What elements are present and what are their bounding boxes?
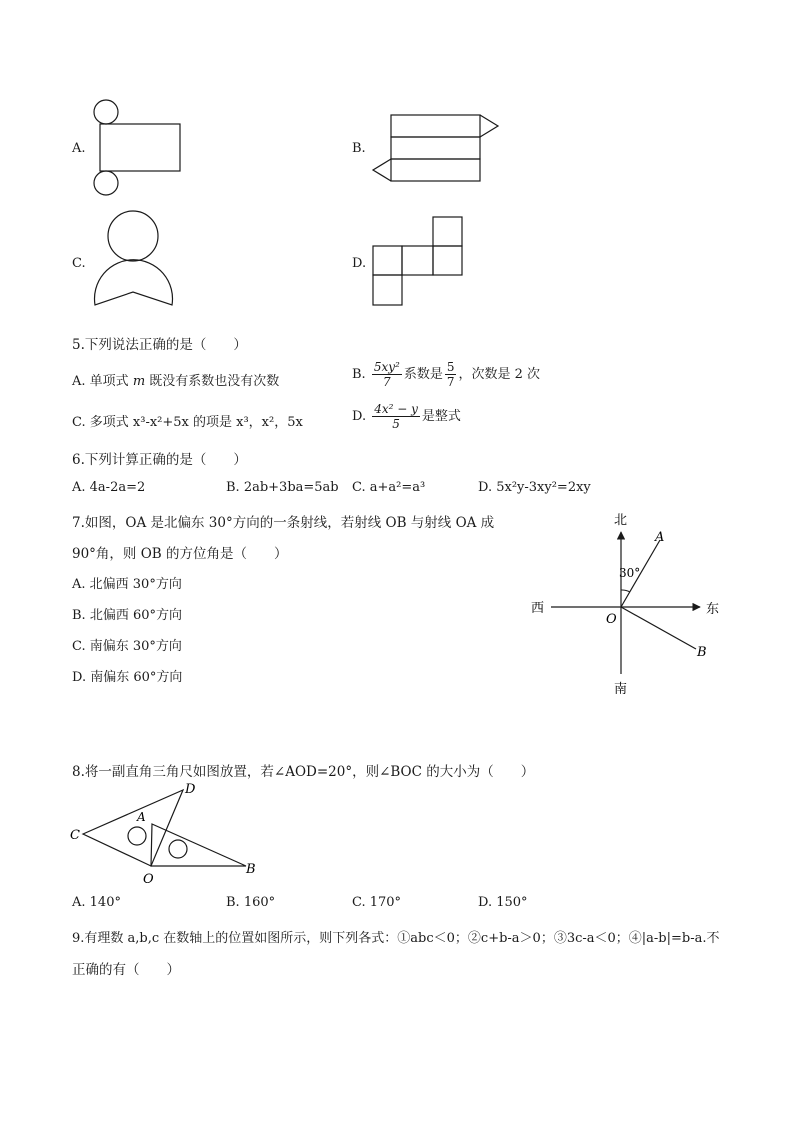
q4-option-a-label: A. bbox=[72, 141, 86, 156]
q8-circle-right bbox=[169, 840, 187, 858]
q5-option-d-fraction-denominator: 5 bbox=[392, 417, 400, 431]
q5-option-b-coef-denominator: 7 bbox=[446, 375, 455, 389]
q8-triangle-aob bbox=[151, 824, 246, 866]
q5-option-b-fraction-denominator: 7 bbox=[383, 375, 391, 389]
q8-label-d: D bbox=[185, 782, 196, 797]
q8-label-c: C bbox=[70, 828, 80, 843]
q7-label-south: 南 bbox=[614, 682, 628, 697]
q6-stem: 6.下列计算正确的是（ ） bbox=[72, 452, 247, 468]
q7-option-b: B. 北偏西 60°方向 bbox=[72, 608, 182, 623]
q4-option-d-label: D. bbox=[352, 256, 367, 271]
q5-stem: 5.下列说法正确的是（ ） bbox=[72, 337, 247, 353]
q7-label-o: O bbox=[606, 612, 617, 627]
q5-option-b-coef-numerator: 5 bbox=[446, 360, 455, 374]
q7-label-b: B bbox=[697, 645, 707, 660]
q8-option-b: B. 160° bbox=[226, 895, 276, 910]
q8-stem: 8.将一副直角三角尺如图放置，若∠AOD=20°，则∠BOC 的大小为（ ） bbox=[72, 764, 535, 780]
q4-option-c-label: C. bbox=[72, 256, 86, 271]
q5-option-d-label: D. bbox=[352, 409, 367, 424]
q5-option-d-fraction-numerator: 4x² − y bbox=[374, 402, 418, 416]
q7-option-a: A. 北偏西 30°方向 bbox=[72, 577, 182, 592]
q5-option-c-label: C. bbox=[72, 415, 86, 430]
q5-option-a-text-1: 单项式 bbox=[89, 374, 133, 389]
q7-option-d: D. 南偏东 60°方向 bbox=[72, 670, 183, 685]
q7-option-c: C. 南偏东 30°方向 bbox=[72, 639, 182, 654]
q6-option-b: B. 2ab+3ba=5ab bbox=[226, 480, 339, 495]
q5-option-b-text-1: 系数是 bbox=[403, 367, 443, 382]
q7-label-a: A bbox=[655, 530, 665, 545]
q7-label-north: 北 bbox=[614, 513, 628, 528]
q7-stem-line-2: 90°角，则 OB 的方位角是（ ） bbox=[72, 546, 288, 562]
q7-label-east: 东 bbox=[706, 602, 720, 617]
q5-option-a-var: m bbox=[132, 374, 146, 389]
q6-option-d: D. 5x²y-3xy²=2xy bbox=[478, 480, 591, 495]
q7-label-west: 西 bbox=[531, 601, 545, 616]
q6-option-a: A. 4a-2a=2 bbox=[72, 480, 146, 495]
q8-label-a: A bbox=[137, 810, 146, 824]
q5-option-c-text: 多项式 x³-x²+5x 的项是 x³，x²，5x bbox=[89, 415, 303, 430]
q4-option-b-label: B. bbox=[352, 141, 366, 156]
q5-option-d-text: 是整式 bbox=[421, 409, 461, 424]
q8-option-d: D. 150° bbox=[478, 895, 528, 910]
q5-option-b-text-2: ，次数是 2 次 bbox=[458, 367, 541, 382]
q9-stem-line-1: 9.有理数 a,b,c 在数轴上的位置如图所示，则下列各式：①abc＜0；②c+b-a＞0；③3c-a＜0；④|a-b|=b-a.不 bbox=[72, 931, 720, 946]
q7-label-angle: 30° bbox=[619, 566, 641, 580]
q5-option-b-fraction-numerator: 5xy² bbox=[373, 360, 400, 374]
q8-option-a: A. 140° bbox=[72, 895, 121, 910]
q8-label-o: O bbox=[143, 872, 154, 887]
q6-option-c: C. a+a²=a³ bbox=[352, 480, 426, 495]
q9-stem-line-2: 正确的有（ ） bbox=[72, 962, 180, 978]
q7-stem-line-1: 7.如图，OA 是北偏东 30°方向的一条射线，若射线 OB 与射线 OA 成 bbox=[72, 515, 495, 531]
q5-option-a-text-2: 既没有系数也没有次数 bbox=[145, 374, 280, 389]
q5-option-a-label: A. bbox=[72, 374, 86, 389]
q8-option-c: C. 170° bbox=[352, 895, 402, 910]
q5-option-b-label: B. bbox=[352, 367, 366, 382]
q8-circle-left bbox=[128, 827, 146, 845]
q8-label-b: B bbox=[246, 862, 256, 877]
